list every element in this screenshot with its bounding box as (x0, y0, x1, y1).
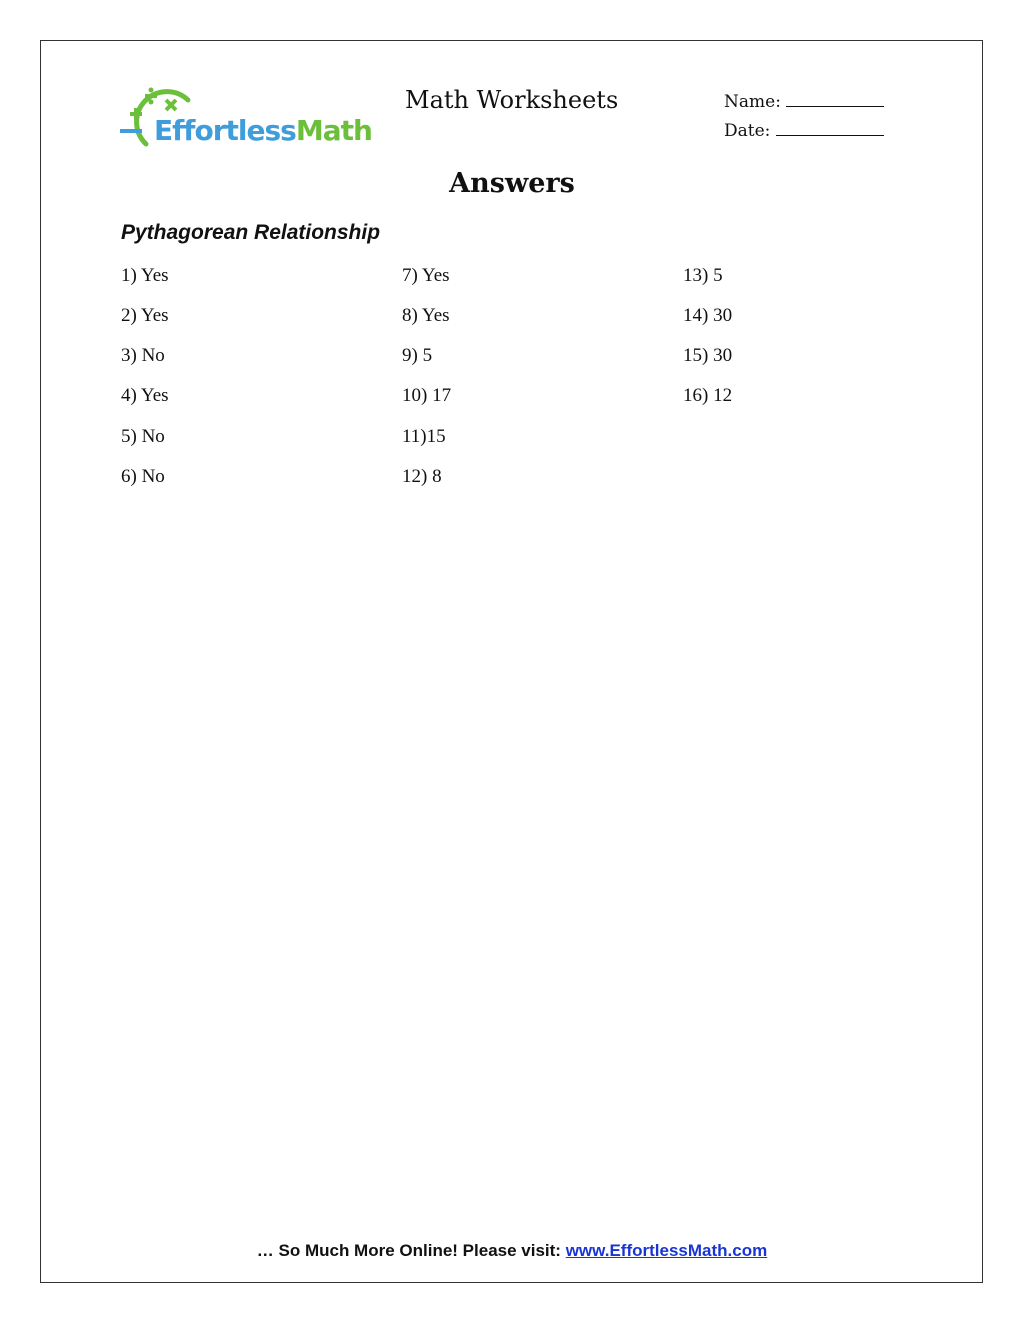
logo-word-effortless: Effortless (154, 114, 296, 147)
name-blank-line (786, 90, 884, 107)
section-title: Pythagorean Relationship (121, 221, 381, 244)
answer-item: 13) 5 (683, 265, 723, 286)
answer-item: 2) Yes (121, 305, 169, 326)
answer-item: 6) No (121, 466, 165, 487)
footer-text: … So Much More Online! Please visit: (256, 1241, 566, 1260)
answer-item: 9) 5 (402, 345, 433, 366)
logo-word-math: Math (295, 114, 372, 147)
answer-item: 3) No (121, 345, 165, 366)
worksheet-header-title: Math Worksheets (405, 86, 619, 114)
answer-item: 7) Yes (402, 265, 450, 286)
name-label: Name: (724, 92, 781, 112)
effortless-math-logo (118, 82, 372, 152)
website-link[interactable]: www.EffortlessMath.com (565, 1241, 768, 1260)
answer-item: 14) 30 (683, 305, 733, 326)
logo-wordmark (154, 114, 372, 147)
date-label: Date: (724, 121, 771, 141)
answer-item: 15) 30 (683, 345, 733, 366)
answer-item: 1) Yes (121, 265, 169, 286)
answer-item: 8) Yes (402, 305, 450, 326)
footer (0, 1241, 1024, 1261)
answer-item: 10) 17 (402, 385, 452, 406)
date-field (724, 119, 884, 141)
answer-item: 16) 12 (683, 385, 733, 406)
name-field (724, 90, 884, 112)
answers-heading: Answers (449, 168, 575, 199)
answer-item: 4) Yes (121, 385, 169, 406)
answer-item: 12) 8 (402, 466, 442, 487)
date-blank-line (776, 119, 884, 136)
answer-item: 11)15 (402, 426, 446, 447)
answer-item: 5) No (121, 426, 165, 447)
